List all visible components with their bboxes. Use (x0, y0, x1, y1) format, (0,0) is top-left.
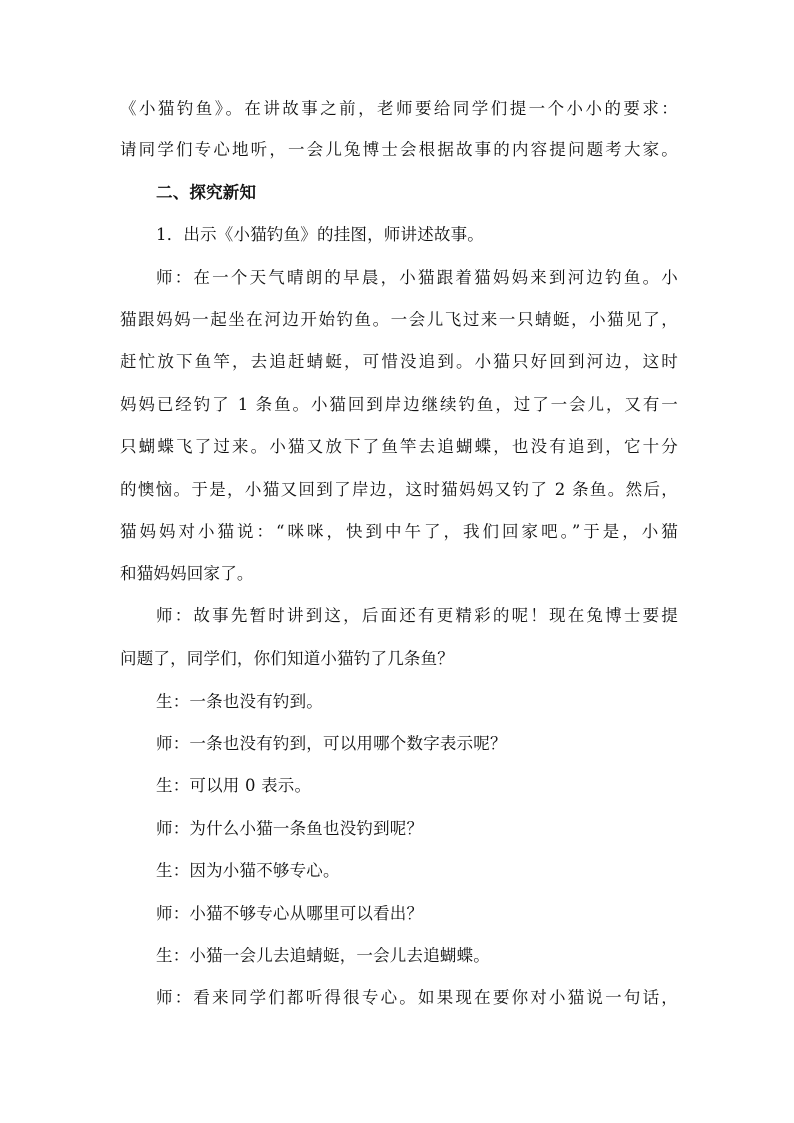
paragraph-line: 1．出示《小猫钓鱼》的挂图，师讲述故事。 (156, 225, 484, 244)
dialogue-line: 师：为什么小猫一条鱼也没钓到呢？ (156, 819, 424, 838)
dialogue-line: 生：小猫一会儿去追蜻蜓，一会儿去追蝴蝶。 (156, 946, 490, 965)
paragraph-line: 的懊恼。于是，小猫又回到了岸边，这时猫妈妈又钓了 2 条鱼。然后， (120, 480, 678, 499)
paragraph-line: 师：故事先暂时讲到这，后面还有更精彩的呢！现在兔博士要提 (156, 606, 678, 625)
paragraph-line: 猫跟妈妈一起坐在河边开始钓鱼。一会儿飞过来一只蜻蜓，小猫见了， (120, 310, 678, 329)
paragraph-line: 只蝴蝶飞了过来。小猫又放下了鱼竿去追蝴蝶，也没有追到，它十分 (120, 437, 678, 456)
dialogue-line: 师：小猫不够专心从哪里可以看出？ (156, 904, 424, 923)
paragraph-line: 妈妈已经钓了 1 条鱼。小猫回到岸边继续钓鱼，过了一会儿，又有一 (120, 395, 678, 414)
dialogue-line: 生：因为小猫不够专心。 (156, 861, 340, 880)
dialogue-line: 生：可以用 0 表示。 (156, 776, 312, 795)
dialogue-line: 师：看来同学们都听得很专心。如果现在要你对小猫说一句话， (156, 988, 678, 1007)
paragraph-line: 和猫妈妈回家了。 (120, 564, 254, 583)
dialogue-line: 师：一条也没有钓到，可以用哪个数字表示呢？ (156, 734, 507, 753)
paragraph-line: 猫妈妈对小猫说：“咪咪，快到中午了，我们回家吧。”于是，小猫 (120, 522, 678, 541)
dialogue-line: 生：一条也没有钓到。 (156, 692, 323, 711)
paragraph-line: 师：在一个天气晴朗的早晨，小猫跟着猫妈妈来到河边钓鱼。小 (156, 268, 678, 287)
paragraph-line: 《小猫钓鱼》。在讲故事之前，老师要给同学们提一个小小的要求： (120, 99, 678, 118)
paragraph-line: 问题了，同学们，你们知道小猫钓了几条鱼？ (120, 649, 454, 668)
paragraph-line: 赶忙放下鱼竿，去追赶蜻蜓，可惜没追到。小猫只好回到河边，这时 (120, 352, 678, 371)
section-heading: 二、探究新知 (156, 183, 257, 202)
paragraph-line: 请同学们专心地听，一会儿兔博士会根据故事的内容提问题考大家。 (120, 140, 678, 159)
